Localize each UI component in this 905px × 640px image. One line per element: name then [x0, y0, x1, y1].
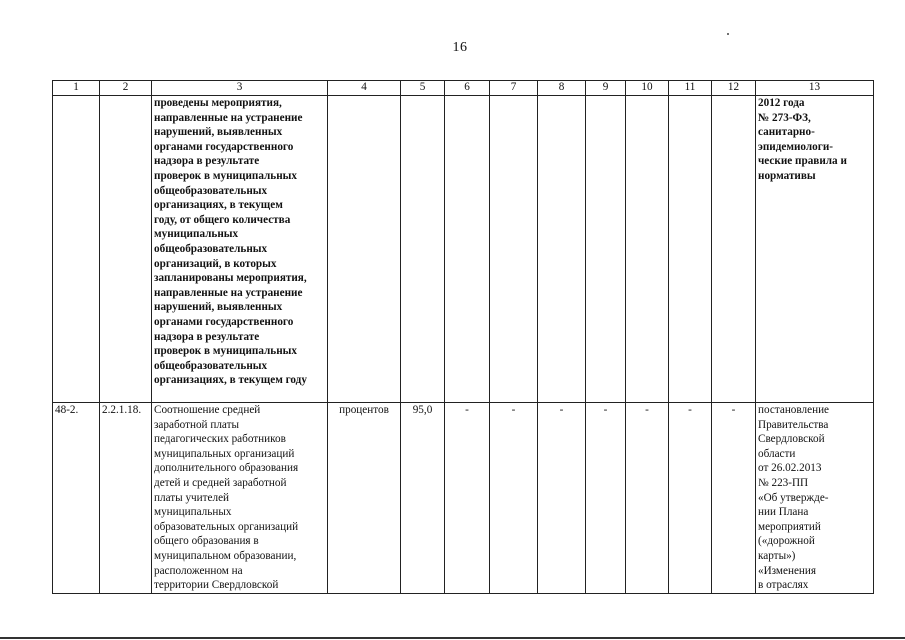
dash-cell: -: [538, 403, 586, 594]
dash-cell: -: [626, 403, 669, 594]
table-row: [53, 403, 874, 594]
header-cell-2: 2: [100, 81, 152, 96]
text-line: заработной платы: [154, 418, 239, 431]
text-line: муниципальных: [154, 506, 232, 519]
header-cell-9: 9: [586, 81, 626, 96]
text-line: «Об утвержде-: [758, 491, 829, 504]
text-line: запланированы мероприятия,: [154, 272, 307, 285]
row1-col6: [445, 96, 490, 403]
text-line: надзора в результате: [154, 155, 260, 168]
row2-legal-basis: [756, 403, 874, 594]
header-cell-5: 5: [401, 81, 445, 96]
header-cell-10: 10: [626, 81, 669, 96]
text-line: органами государственного: [154, 315, 294, 328]
text-line: эпидемиологи-: [758, 140, 833, 153]
text-line: муниципальном образовании,: [154, 549, 297, 562]
header-cell-12: 12: [712, 81, 756, 96]
text-line: проверок в муниципальных: [154, 169, 297, 182]
row1-col7: [490, 96, 538, 403]
row1-col12: [712, 96, 756, 403]
row1-col8: [538, 96, 586, 403]
row1-col10: [626, 96, 669, 403]
text-line: организациях, в текущем году: [154, 374, 307, 387]
text-line: общеобразовательных: [154, 242, 268, 255]
row1-col9: [586, 96, 626, 403]
text-line: «Изменения: [758, 564, 817, 577]
text-line: области: [758, 447, 796, 460]
row1-indicator-text: [152, 96, 328, 403]
row1-col11: [669, 96, 712, 403]
text-line: постановление: [758, 404, 830, 416]
text-line: органами государственного: [154, 140, 294, 153]
text-line: нии Плана: [758, 506, 809, 519]
row-code: 2.2.1.18.: [100, 403, 152, 594]
text-line: организаций, в которых: [154, 257, 277, 270]
text-line: в отраслях: [758, 579, 809, 592]
dash-cell: -: [712, 403, 756, 594]
text-line: мероприятий: [758, 520, 821, 533]
header-cell-8: 8: [538, 81, 586, 96]
scan-speck: [727, 33, 729, 35]
text-line: № 273-ФЗ,: [758, 111, 811, 124]
text-line: от 26.02.2013: [758, 462, 822, 475]
text-line: проведены мероприятия,: [154, 97, 282, 109]
text-line: детей и средней заработной: [154, 476, 287, 489]
header-cell-1: 1: [53, 81, 100, 96]
value-cell: 95,0: [401, 403, 445, 594]
text-line: году, от общего количества: [154, 213, 291, 226]
text-line: муниципальных организаций: [154, 447, 295, 460]
text-line: общеобразовательных: [154, 359, 268, 372]
row1-col1: [53, 96, 100, 403]
row1-col5: [401, 96, 445, 403]
text-line: Свердловской: [758, 433, 825, 446]
header-cell-3: 3: [152, 81, 328, 96]
text-line: платы учителей: [154, 491, 230, 504]
table-row: [53, 96, 874, 403]
text-line: направленные на устранение: [154, 286, 303, 299]
text-line: муниципальных: [154, 228, 239, 241]
header-cell-4: 4: [328, 81, 401, 96]
header-row: [53, 81, 874, 96]
text-line: надзора в результате: [154, 330, 260, 343]
header-cell-11: 11: [669, 81, 712, 96]
row2-indicator-text: [152, 403, 328, 594]
text-line: нормативы: [758, 169, 816, 182]
dash-cell: -: [445, 403, 490, 594]
text-line: Правительства: [758, 418, 829, 431]
text-line: нарушений, выявленных: [154, 126, 283, 139]
data-table: [52, 80, 874, 594]
page-number: 16: [452, 40, 468, 55]
text-line: общеобразовательных: [154, 184, 268, 197]
text-line: проверок в муниципальных: [154, 345, 297, 358]
text-line: общего образования в: [154, 535, 259, 548]
text-line: карты»): [758, 549, 796, 562]
header-cell-6: 6: [445, 81, 490, 96]
text-line: организациях, в текущем: [154, 199, 283, 212]
text-line: территории Свердловской: [154, 579, 279, 592]
row1-col2: [100, 96, 152, 403]
text-line: педагогических работников: [154, 433, 286, 446]
unit-cell: процентов: [328, 403, 401, 594]
text-line: образовательных организаций: [154, 520, 299, 533]
text-line: дополнительного образования: [154, 462, 299, 475]
text-line: № 223-ПП: [758, 476, 809, 489]
text-line: санитарно-: [758, 126, 815, 139]
dash-cell: -: [586, 403, 626, 594]
row1-col4: [328, 96, 401, 403]
text-line: («дорожной: [758, 535, 815, 548]
row1-legal-basis: [756, 96, 874, 403]
text-line: Соотношение средней: [154, 404, 261, 416]
header-cell-13: 13: [756, 81, 874, 96]
text-line: расположенном на: [154, 564, 243, 577]
dash-cell: -: [490, 403, 538, 594]
text-line: ческие правила и: [758, 155, 847, 168]
page-edge-line: [0, 637, 905, 639]
text-line: нарушений, выявленных: [154, 301, 283, 314]
text-line: 2012 года: [758, 97, 805, 109]
header-cell-7: 7: [490, 81, 538, 96]
row-number: 48-2.: [53, 403, 100, 594]
dash-cell: -: [669, 403, 712, 594]
text-line: направленные на устранение: [154, 111, 303, 124]
